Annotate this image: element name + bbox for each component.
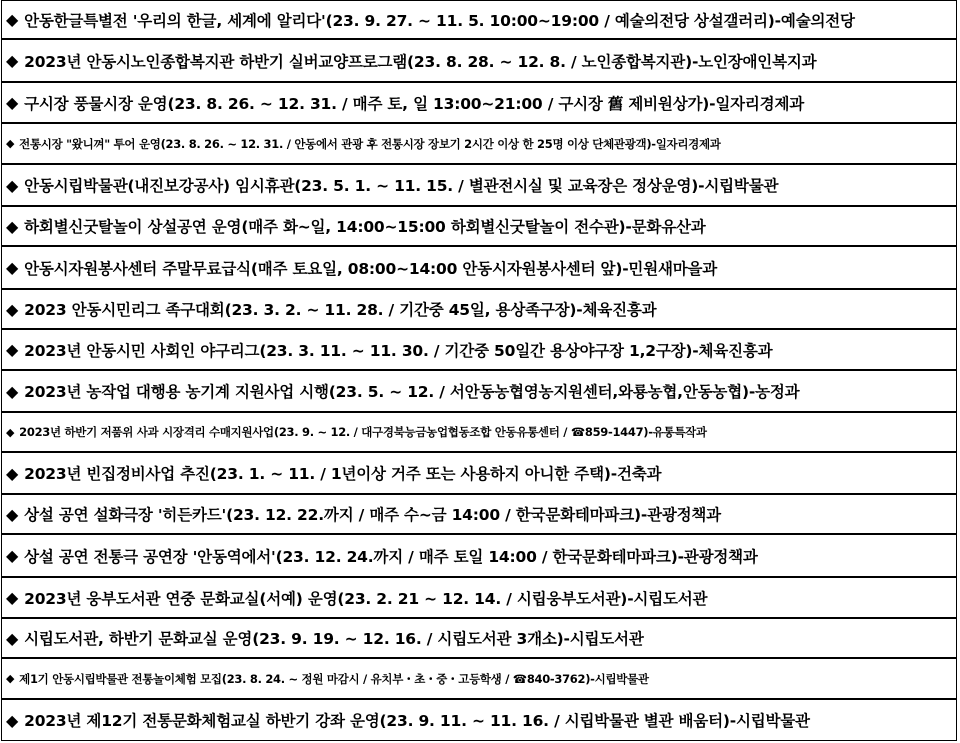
list-item bbox=[2, 290, 956, 330]
list-item-text: 상설 공연 설화극장 '히든카드'(23. 12. 22.까지 / 매주 수~금 14:00 / 한국문화테마파크)-관광정책과 bbox=[24, 506, 721, 524]
list-item bbox=[2, 247, 956, 290]
list-item bbox=[2, 165, 956, 207]
list-item-text: 2023년 안동시노인종합복지관 하반기 실버교양프로그램(23. 8. 28. ~ 12. 8. / 노인종합복지관)-노인장애인복지과 bbox=[24, 52, 817, 71]
list-item-text: 안동한글특별전 '우리의 한글, 세계에 알리다'(23. 9. 27. ~ 11. 5. 10:00~19:00 / 예술의전당 상설갤러리)-예술의전당 bbox=[24, 11, 855, 30]
list-item bbox=[2, 453, 956, 495]
diamond-bullet-icon: ◆ bbox=[6, 137, 15, 150]
diamond-bullet-icon: ◆ bbox=[6, 710, 19, 730]
diamond-bullet-icon: ◆ bbox=[6, 340, 19, 359]
list-item bbox=[2, 330, 956, 371]
list-item-text: 안동시립박물관(내진보강공사) 임시휴관(23. 5. 1. ~ 11. 15. / 별관전시실 및 교육장은 정상운영)-시립박물관 bbox=[24, 177, 779, 195]
list-item-text: 2023년 농작업 대행용 농기계 지원사업 시행(23. 5. ~ 12. / 서안동농협영농지원센터,와룡농협,안동농협)-농정과 bbox=[24, 383, 800, 401]
list-item bbox=[2, 40, 956, 83]
diamond-bullet-icon: ◆ bbox=[6, 175, 19, 195]
list-item-text: 2023년 웅부도서관 연중 문화교실(서예) 운영(23. 2. 21 ~ 12. 14. / 시립웅부도서관)-시립도서관 bbox=[24, 589, 708, 608]
list-item bbox=[2, 1, 956, 40]
diamond-bullet-icon: ◆ bbox=[6, 216, 19, 236]
list-item bbox=[2, 578, 956, 619]
list-item-text: 구시장 풍물시장 운영(23. 8. 26. ~ 12. 31. / 매주 토, 일 13:00~21:00 / 구시장 舊 제비원상가)-일자리경제과 bbox=[24, 94, 804, 113]
list-item-text: 제1기 안동시립박물관 전통놀이체험 모집(23. 8. 24. ~ 정원 마감시 / 유치부・초・중・고등학생 / ☎840-3762)-시립박물관 bbox=[19, 671, 649, 686]
list-item bbox=[2, 413, 956, 453]
diamond-bullet-icon: ◆ bbox=[6, 258, 19, 277]
diamond-bullet-icon: ◆ bbox=[6, 93, 19, 112]
diamond-bullet-icon: ◆ bbox=[6, 504, 19, 524]
diamond-bullet-icon: ◆ bbox=[6, 588, 19, 607]
list-item bbox=[2, 619, 956, 659]
list-item-text: 상설 공연 전통극 공연장 '안동역에서'(23. 12. 24.까지 / 매주 토일 14:00 / 한국문화테마파크)-관광정책과 bbox=[24, 547, 758, 566]
list-item bbox=[2, 495, 956, 535]
diamond-bullet-icon: ◆ bbox=[6, 51, 19, 70]
list-item-text: 시립도서관, 하반기 문화교실 운영(23. 9. 19. ~ 12. 16. / 시립도서관 3개소)-시립도서관 bbox=[24, 630, 644, 648]
diamond-bullet-icon: ◆ bbox=[6, 425, 15, 439]
list-item-text: 2023년 안동시민 사회인 야구리그(23. 3. 11. ~ 11. 30. / 기간중 50일간 용상야구장 1,2구장)-체육진흥과 bbox=[24, 341, 773, 360]
list-item bbox=[2, 207, 956, 247]
list-item-text: 2023 안동시민리그 족구대회(23. 3. 2. ~ 11. 28. / 기간중 45일, 용상족구장)-체육진흥과 bbox=[24, 301, 657, 319]
list-item-text: 안동시자원봉사센터 주말무료급식(매주 토요일, 08:00~14:00 안동시자원봉사센터 앞)-민원새마을과 bbox=[24, 259, 718, 278]
list-item-text: 2023년 하반기 저품위 사과 시장격리 수매지원사업(23. 9. ~ 12. / 대구경북능금농업협동조합 안동유통센터 / ☎859-1447)-유통특작과 bbox=[19, 425, 707, 439]
list-item bbox=[2, 124, 956, 165]
list-item bbox=[2, 371, 956, 413]
diamond-bullet-icon: ◆ bbox=[6, 672, 15, 685]
list-item-text: 2023년 제12기 전통문화체험교실 하반기 강좌 운영(23. 9. 11. ~ 11. 16. / 시립박물관 별관 배움터)-시립박물관 bbox=[24, 712, 810, 730]
list-item bbox=[2, 83, 956, 124]
diamond-bullet-icon: ◆ bbox=[6, 299, 19, 319]
list-item bbox=[2, 659, 956, 700]
list-item bbox=[2, 700, 956, 740]
list-item-text: 하회별신굿탈놀이 상설공연 운영(매주 화~일, 14:00~15:00 하회별신굿탈놀이 전수관)-문화유산과 bbox=[24, 218, 706, 236]
list-item-text: 전통시장 "왔니껴" 투어 운영(23. 8. 26. ~ 12. 31. / 안동에서 관광 후 전통시장 장보기 2시간 이상 한 25명 이상 단체관광객)-일자리경제과 bbox=[19, 136, 721, 151]
diamond-bullet-icon: ◆ bbox=[6, 546, 19, 565]
list-item bbox=[2, 535, 956, 578]
diamond-bullet-icon: ◆ bbox=[6, 381, 19, 401]
diamond-bullet-icon: ◆ bbox=[6, 463, 19, 483]
notice-list bbox=[1, 0, 957, 741]
diamond-bullet-icon: ◆ bbox=[6, 10, 19, 29]
list-item-text: 2023년 빈집정비사업 추진(23. 1. ~ 11. / 1년이상 거주 또는 사용하지 아니한 주택)-건축과 bbox=[24, 465, 662, 483]
diamond-bullet-icon: ◆ bbox=[6, 628, 19, 648]
